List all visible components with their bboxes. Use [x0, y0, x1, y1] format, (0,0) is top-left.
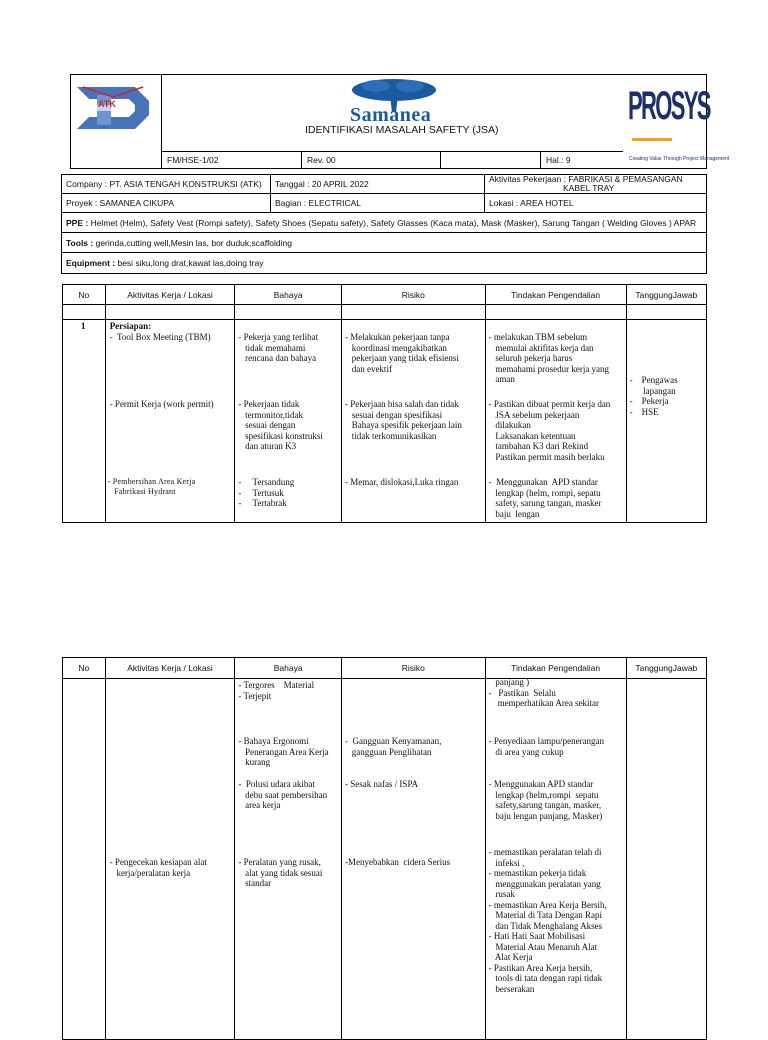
control-item: panjang ) - Pastikan Selalu memperhatikan Area sekitar [488, 677, 600, 708]
page-number: Hal.: 9 [540, 151, 623, 169]
col-responsible: TanggungJawab [626, 658, 706, 679]
company-field: Company : PT. ASIA TENGAH KONSTRUKSI (ATK) [62, 175, 271, 194]
col-hazard: Bahaya [235, 285, 342, 305]
prosys-accent-bar [632, 138, 672, 141]
responsible-cell [626, 679, 706, 1040]
activity-line-1: Aktivitas Pekerjaan : FABRIKASI & PEMASANGAN [489, 174, 683, 184]
page-title: IDENTIFIKASI MASALAH SAFETY (JSA) [305, 124, 499, 136]
col-no: No [63, 285, 106, 305]
equipment-field [62, 253, 707, 274]
subrow-spacer [440, 151, 540, 169]
hazard-item: - Pekerja yang terlibat tidak memahami rencana dan bahaya [238, 332, 319, 363]
control-cell [485, 679, 626, 1040]
tools-field [62, 233, 707, 253]
control-item: - Penyediaan lampu/penerangan di area yang cukup [488, 736, 605, 757]
table-row [63, 679, 707, 1040]
atk-logo-cell [70, 74, 162, 169]
responsible-cell [626, 320, 706, 523]
equipment-value: besi siku,long drat,kawat las,doing tray [115, 258, 264, 268]
col-hazard: Bahaya [235, 658, 342, 679]
jsa-table-1 [62, 284, 707, 523]
date-field: Tanggal : 20 APRIL 2022 [271, 175, 485, 194]
col-activity: Aktivitas Kerja / Lokasi [105, 658, 235, 679]
table-row [63, 320, 707, 523]
hazard-item: - Peralatan yang rusak, alat yang tidak sesuai standar [238, 857, 323, 888]
risk-item: - Pekerjaan bisa salah dan tidak sesuai dengan spesifikasi Bahaya spesifik pekerjaan lain tidak terkomunikasikan [344, 399, 462, 441]
hazard-item: - Bahaya Ergonomi Penerangan Area Kerja kurang [238, 736, 329, 767]
col-risk: Risiko [341, 285, 485, 305]
jsa-table-2 [62, 657, 707, 1040]
hazard-cell [235, 320, 342, 523]
responsible-list: - Pengawas lapangan - Pekerja - HSE [629, 375, 678, 417]
tools-label: Tools : [66, 237, 94, 248]
section-field: Bagian : ELECTRICAL [271, 194, 485, 213]
col-responsible: TanggungJawab [626, 285, 706, 305]
risk-item: - Memar, dislokasi,Luka ringan [344, 477, 459, 487]
risk-item: - Melakukan pekerjaan tanpa koordinasi mengakibatkan pekerjaan yang tidak efisiensi dan evektif [344, 332, 459, 374]
ppe-label: PPE : [66, 217, 89, 228]
control-item: - Menggunakan APD standar lengkap (helm, rompi, sepatu safety, sarung tangan, masker baju lengan [488, 477, 602, 519]
activity-item: - Tool Box Meeting (TBM) [109, 332, 211, 342]
hazard-item: - Pekerjaan tidak termonitor,tidak sesuai dengan spesifikasi konstruksi dan aturan K3 [238, 399, 323, 451]
col-control: Tindakan Pengendalian [485, 658, 626, 679]
col-control: Tindakan Pengendalian [485, 285, 626, 305]
project-field: Proyek : SAMANEA CIKUPA [62, 194, 271, 213]
activity-line-2: KABEL TRAY [563, 183, 615, 193]
prosys-logo-text: PROSYS [628, 84, 710, 128]
risk-item: -Menyebabkan cidera Serius [344, 857, 451, 867]
activity-item: - Pengecekan kesiapan alat kerja/peralatan kerja [109, 857, 207, 878]
location-field: Lokasi : AREA HOTEL [485, 194, 707, 213]
atk-logo-text: ATK [98, 99, 116, 109]
control-cell [485, 320, 626, 523]
col-no: No [63, 658, 106, 679]
ppe-field [62, 213, 707, 233]
spacer-row [63, 305, 707, 320]
tools-value: gerinda,cutting well,Mesin las, bor duduk,scaffolding [93, 237, 292, 248]
control-item: - Menggunakan APD standar lengkap (helm,rompi sepatu safety,sarung tangan, masker, baju lengan panjang, Masker) [488, 779, 603, 821]
control-item: - memastikan peralatan telah di infeksi , - memastikan pekerja tidak menggunakan peralatan yang rusak - memastikan Area Kerja Bersih, Material di Tata Dengan Rapi dan Tidak Menghalang Akses - Hati Hati Saat Mobilisasi Material Atau Menaruh Alat Alat Kerja - Pastikan Area Kerja bersih, tools di tata dengan rapi tidak berserakan [488, 847, 607, 994]
risk-item: - Sesak nafas / ISPA [344, 779, 419, 789]
control-item: - Pastikan dibuat permit kerja dan JSA sebelum pekerjaan dilakukan Laksanakan ketentuan tambahan K3 dari Rekind Pastikan permit masih berlaku [488, 399, 611, 462]
hazard-item: - Tersandung - Tertusuk - Tertabrak [238, 477, 295, 508]
risk-item: - Gangguan Kenyamanan, gangguan Penglihatan [344, 736, 442, 757]
equipment-label: Equipment : [66, 258, 116, 268]
activity-cell [105, 320, 235, 523]
activity-item: - Pembersihan Area Kerja Fabrikasi Hydrant [107, 477, 196, 496]
info-table [61, 174, 707, 274]
hazard-cell [235, 679, 342, 1040]
form-number: FM/HSE-1/02 [162, 151, 301, 169]
table-header-row [63, 285, 707, 305]
row-number: 1 [81, 321, 86, 331]
col-risk: Risiko [341, 658, 485, 679]
revision: Rev. 00 [301, 151, 440, 169]
ppe-value: Helmet (Helm), Safety Vest (Rompi safety), Safety Shoes (Sepatu safety), Safety Glasses (Kaca mata), Mask (Masker), Sarung Tangan ( Welding Gloves ) APAR [88, 217, 697, 228]
row-number-cell [63, 320, 106, 523]
activity-cell [105, 679, 235, 1040]
samanea-logo-text: Samanea [350, 104, 432, 126]
risk-cell [341, 679, 485, 1040]
col-activity: Aktivitas Kerja / Lokasi [105, 285, 235, 305]
hazard-item: - Tergores Material - Terjepit [238, 680, 315, 701]
control-item: - melakukan TBM sebelum memulai aktifitas kerja dan seluruh pekerja harus memahami prosedur kerja yang aman [488, 332, 610, 384]
persiapan-label: Persiapan: [109, 321, 152, 331]
risk-item-cutoff [345, 1025, 377, 1036]
hazard-item: - Polusi udara akibat debu saat pembersihan area kerja [238, 779, 328, 810]
table-header-row [63, 658, 707, 679]
activity-field [485, 175, 707, 194]
row-number-cell [63, 679, 106, 1040]
prosys-tagline: Creating Value Through Project Management [629, 156, 730, 162]
activity-item: - Permit Kerja (work permit) [109, 399, 214, 409]
risk-cell [341, 320, 485, 523]
